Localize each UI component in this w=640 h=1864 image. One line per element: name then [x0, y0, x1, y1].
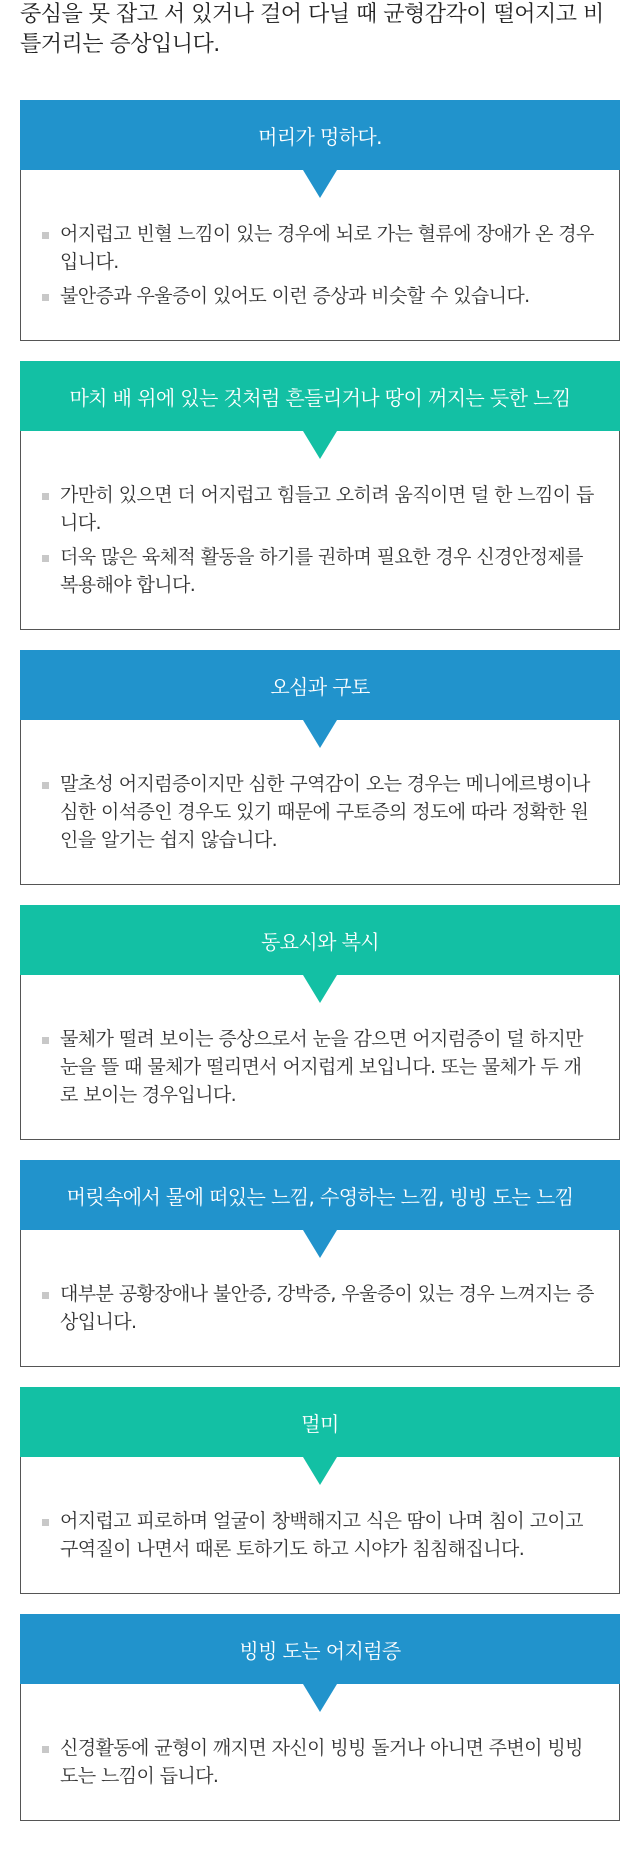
list-item	[41, 770, 599, 854]
symptom-card-header	[20, 1160, 620, 1230]
list-item-text: 더욱 많은 육체적 활동을 하기를 권하며 필요한 경우 신경안정제를 복용해야 합니다.	[60, 546, 583, 596]
symptom-card-title: 머릿속에서 물에 떠있는 느낌, 수영하는 느낌, 빙빙 도는 느낌	[66, 1184, 574, 1209]
symptom-card-title: 동요시와 복시	[260, 929, 380, 954]
symptom-detail-list	[41, 1507, 599, 1563]
pointer-arrow-icon	[303, 1230, 337, 1258]
square-bullet-icon	[42, 493, 49, 500]
symptom-card-body	[20, 431, 620, 630]
list-item-text: 불안증과 우울증이 있어도 이런 증상과 비슷할 수 있습니다.	[60, 285, 530, 307]
symptom-card	[20, 100, 620, 341]
symptom-detail-list	[41, 770, 599, 854]
list-item	[41, 543, 599, 599]
symptom-card-header	[20, 100, 620, 170]
intro-text: 중심을 못 잡고 서 있거나 걸어 다닐 때 균형감각이 떨어지고 비틀거리는 증상입니다.	[20, 2, 604, 57]
list-item	[41, 1734, 599, 1790]
list-item	[41, 1280, 599, 1336]
square-bullet-icon	[42, 555, 49, 562]
symptom-card-list	[20, 100, 620, 1821]
symptom-card-header	[20, 650, 620, 720]
symptom-card-header	[20, 1387, 620, 1457]
list-item-text: 어지럽고 빈혈 느낌이 있는 경우에 뇌로 가는 혈류에 장애가 온 경우입니다.	[60, 223, 594, 273]
symptom-detail-list	[41, 1734, 599, 1790]
list-item-text: 가만히 있으면 더 어지럽고 힘들고 오히려 움직이면 덜 한 느낌이 듭니다.	[60, 484, 594, 534]
symptom-card-header	[20, 361, 620, 431]
symptom-card-title: 머리가 멍하다.	[258, 124, 382, 149]
symptom-card	[20, 905, 620, 1140]
pointer-arrow-icon	[303, 975, 337, 1003]
symptom-card-title: 마치 배 위에 있는 것처럼 흔들리거나 땅이 꺼지는 듯한 느낌	[69, 385, 571, 410]
symptom-card-header	[20, 1614, 620, 1684]
symptom-card	[20, 1387, 620, 1594]
square-bullet-icon	[42, 1037, 49, 1044]
symptom-card-title: 멀미	[301, 1411, 339, 1436]
square-bullet-icon	[42, 782, 49, 789]
pointer-arrow-icon	[303, 1457, 337, 1485]
pointer-arrow-icon	[303, 170, 337, 198]
square-bullet-icon	[42, 1519, 49, 1526]
list-item	[41, 1507, 599, 1563]
symptom-card	[20, 1160, 620, 1367]
symptom-detail-list	[41, 220, 599, 310]
list-item-text: 말초성 어지럼증이지만 심한 구역감이 오는 경우는 메니에르병이나 심한 이석증인 경우도 있기 때문에 구토증의 정도에 따라 정확한 원인을 알기는 쉽지 않습니다.	[60, 773, 590, 851]
list-item	[41, 282, 599, 310]
symptom-card-header	[20, 905, 620, 975]
list-item	[41, 481, 599, 537]
pointer-arrow-icon	[303, 1684, 337, 1712]
pointer-arrow-icon	[303, 431, 337, 459]
square-bullet-icon	[42, 1746, 49, 1753]
list-item-text: 대부분 공황장애나 불안증, 강박증, 우울증이 있는 경우 느껴지는 증상입니다.	[60, 1283, 594, 1333]
square-bullet-icon	[42, 294, 49, 301]
symptom-card	[20, 1614, 620, 1821]
square-bullet-icon	[42, 1292, 49, 1299]
symptom-card	[20, 650, 620, 885]
square-bullet-icon	[42, 232, 49, 239]
symptom-detail-list	[41, 1025, 599, 1109]
symptom-detail-list	[41, 1280, 599, 1336]
list-item	[41, 220, 599, 276]
list-item	[41, 1025, 599, 1109]
symptom-card-title: 오심과 구토	[270, 674, 370, 699]
list-item-text: 어지럽고 피로하며 얼굴이 창백해지고 식은 땀이 나며 침이 고이고 구역질이 나면서 때론 토하기도 하고 시야가 침침해집니다.	[60, 1510, 583, 1560]
list-item-text: 신경활동에 균형이 깨지면 자신이 빙빙 돌거나 아니면 주변이 빙빙 도는 느낌이 듭니다.	[60, 1737, 583, 1787]
list-item-text: 물체가 떨려 보이는 증상으로서 눈을 감으면 어지럼증이 덜 하지만 눈을 뜰 때 물체가 떨리면서 어지럽게 보입니다. 또는 물체가 두 개로 보이는 경우입니다.	[60, 1028, 583, 1106]
pointer-arrow-icon	[303, 720, 337, 748]
symptom-card-title: 빙빙 도는 어지럼증	[239, 1638, 401, 1663]
symptom-detail-list	[41, 481, 599, 599]
symptom-card	[20, 361, 620, 630]
